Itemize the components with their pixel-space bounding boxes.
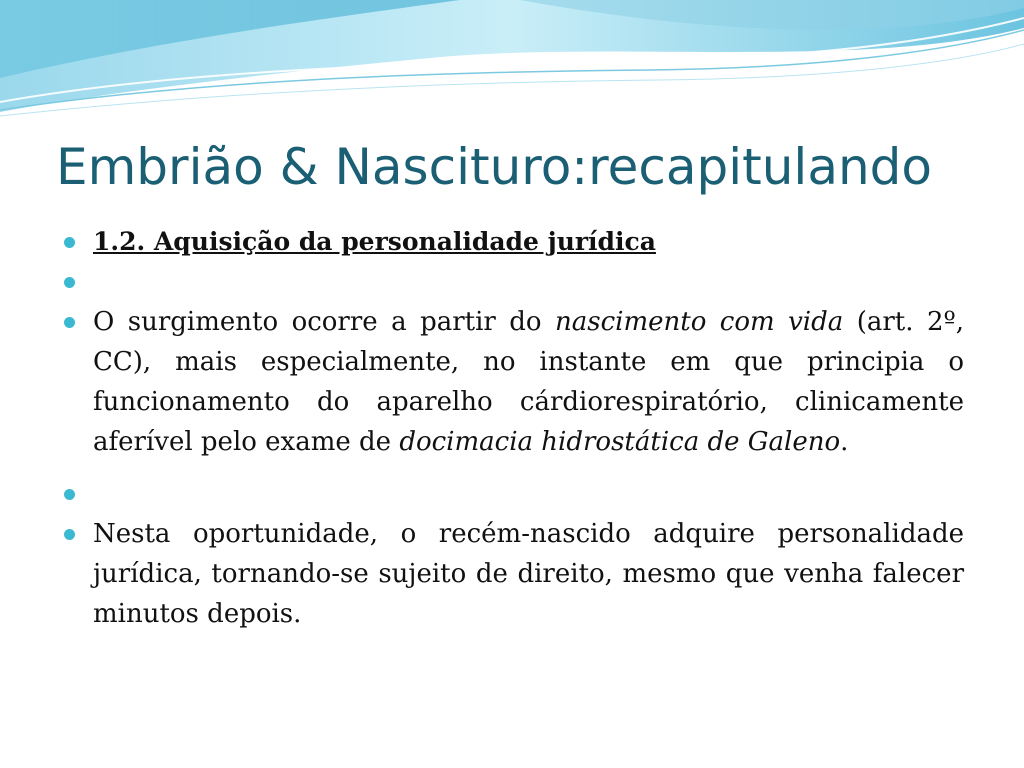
bullet-item-personality — [64, 514, 964, 634]
bullet-dot-icon — [64, 529, 75, 540]
bullet-dot-icon — [64, 317, 75, 328]
bullet-item-heading — [64, 222, 964, 262]
bullet-item-empty — [64, 474, 964, 514]
bullet-dot-icon — [64, 489, 75, 500]
bullet-item-empty — [64, 262, 964, 302]
bullet-text-emphasis: nascimento com vida — [555, 307, 844, 337]
bullet-text-part: . — [840, 427, 849, 457]
bullet-text-emphasis: docimacia hidrostática de Galeno — [399, 427, 841, 457]
slide-title: Embrião & Nascituro:recapitulando — [56, 138, 932, 196]
header-wave-decoration — [0, 0, 1024, 130]
bullet-dot-icon — [64, 237, 75, 248]
bullet-text-part: O surgimento ocorre a partir do — [93, 307, 556, 337]
bullet-text: Nesta oportunidade, o recém-nascido adquire personalidade jurídica, tornando-se sujeito de direito, mesmo que venha falecer minutos depois. — [93, 519, 964, 629]
section-heading: 1.2. Aquisição da personalidade jurídica — [93, 227, 656, 256]
bullet-list — [64, 222, 964, 634]
bullet-item-birth — [64, 302, 964, 462]
bullet-text-part: (art. 2º, CC), mais especialmente, no instante em que principia o funcionamento do aparelho cárdiorespiratório, clinicamente aferível pelo exame de — [93, 307, 964, 457]
bullet-dot-icon — [64, 277, 75, 288]
